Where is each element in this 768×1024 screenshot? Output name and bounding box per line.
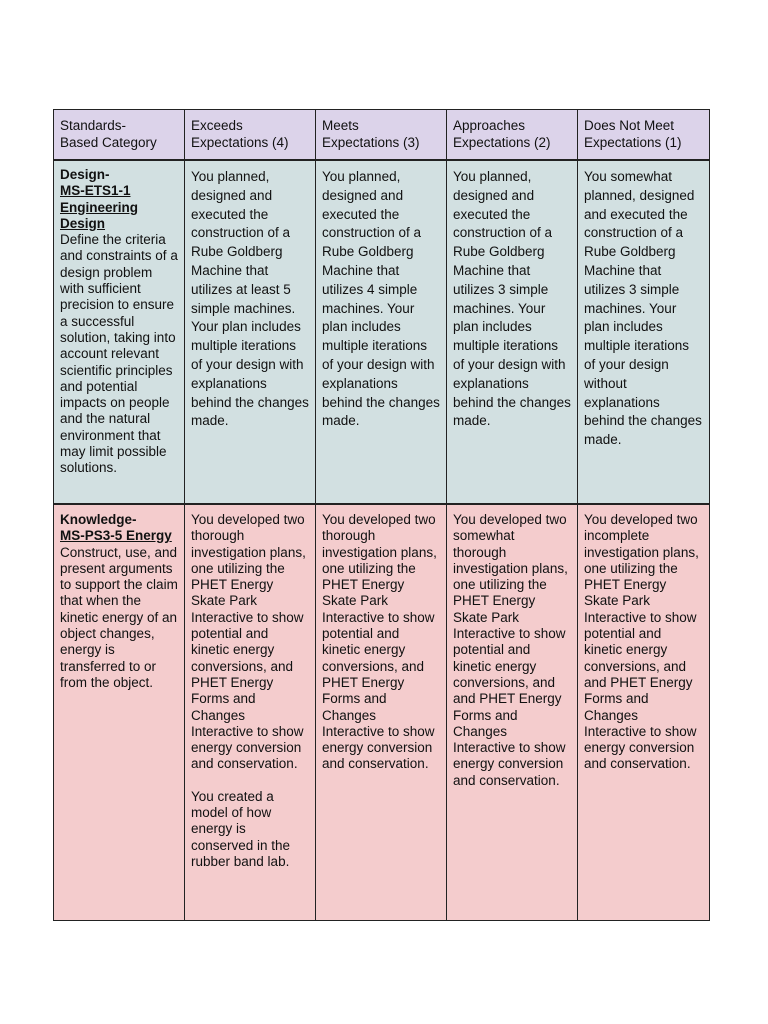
standard-text: Define the criteria and constraints of a design problem with sufficient precision to ensure a successful solution, taking into account relevant scientific principles and potential impacts on people and the natural environment that may limit possible solutions.: [60, 232, 178, 476]
standard-cell-knowledge: [54, 504, 185, 921]
standard-text: Construct, use, and present arguments to support the claim that when the kinetic energy of an object changes, energy is transferred to or from the object.: [60, 544, 178, 690]
approaches-cell-knowledge: [447, 504, 578, 921]
exceeds-cell-knowledge: [185, 504, 316, 921]
does-not-meet-cell-knowledge: [578, 504, 710, 921]
header-meets: [316, 110, 447, 161]
header-approaches: [447, 110, 578, 161]
exceeds-text: You developed two thorough investigation plans, one utilizing the PHET Energy Skate Park Interactive to show potential and kinetic energy conversions, and PHET Energy Forms and Changes Interactive to show energy conversion and conservation.: [191, 512, 306, 772]
does-not-meet-cell-design: [578, 160, 710, 504]
rubric-table: [53, 109, 710, 921]
header-does-not-meet: [578, 110, 710, 161]
standard-cell-design: [54, 160, 185, 504]
header-exceeds: [185, 110, 316, 161]
meets-text: You developed two thorough investigation plans, one utilizing the PHET Energy Skate Park Interactive to show potential and kinetic energy conversions, and PHET Energy Forms and Changes Interactive to show energy conversion and conservation.: [322, 512, 437, 772]
rubric-row-knowledge: [54, 504, 710, 921]
exceeds-cell-design: [185, 160, 316, 504]
header-row: [54, 110, 710, 161]
approaches-cell-design: [447, 160, 578, 504]
meets-cell-knowledge: [316, 504, 447, 921]
standard-title: Design-: [60, 167, 110, 182]
rubric-row-design: [54, 160, 710, 504]
standard-title: Knowledge-: [60, 512, 137, 527]
standard-code: MS-PS3-5 Energy: [60, 528, 172, 544]
exceeds-text: You planned, designed and executed the construction of a Rube Goldberg Machine that utilizes at least 5 simple machines. Your plan includes multiple iterations of your design with explanations behind the changes made.: [191, 169, 309, 429]
meets-text: You planned, designed and executed the construction of a Rube Goldberg Machine that utilizes 4 simple machines. Your plan includes multiple iterations of your design with explanations behind the changes made.: [322, 169, 440, 429]
header-standards-category: [54, 110, 185, 161]
header-approaches-label: Approaches Expectations (2): [453, 118, 551, 150]
does-not-meet-text: You somewhat planned, designed and executed the construction of a Rube Goldberg Machine that utilizes 3 simple machines. Your plan includes multiple iterations of your design without explanations behind the changes made.: [584, 169, 702, 448]
header-standards-category-label: Standards- Based Category: [60, 118, 157, 150]
does-not-meet-text: You developed two incomplete investigation plans, one utilizing the PHET Energy Skate Park Interactive to show potential and kinetic energy conversions, and and PHET Energy Forms and Changes Interactive to show energy conversion and conservation.: [584, 512, 699, 772]
meets-cell-design: [316, 160, 447, 504]
header-meets-label: Meets Expectations (3): [322, 118, 420, 150]
header-does-not-meet-label: Does Not Meet Expectations (1): [584, 118, 682, 150]
exceeds-extra-text: You created a model of how energy is conserved in the rubber band lab.: [191, 788, 291, 869]
approaches-text: You developed two somewhat thorough investigation plans, one utilizing the PHET Energy Skate Park Interactive to show potential and kinetic energy conversions, and and PHET Energy Forms and Changes Interactive to show energy conversion and conservation.: [453, 512, 568, 788]
header-exceeds-label: Exceeds Expectations (4): [191, 118, 289, 150]
approaches-text: You planned, designed and executed the construction of a Rube Goldberg Machine that utilizes 3 simple machines. Your plan includes multiple iterations of your design with explanations behind the changes made.: [453, 169, 571, 429]
standard-code: MS-ETS1-1 Engineering Design: [60, 183, 139, 231]
